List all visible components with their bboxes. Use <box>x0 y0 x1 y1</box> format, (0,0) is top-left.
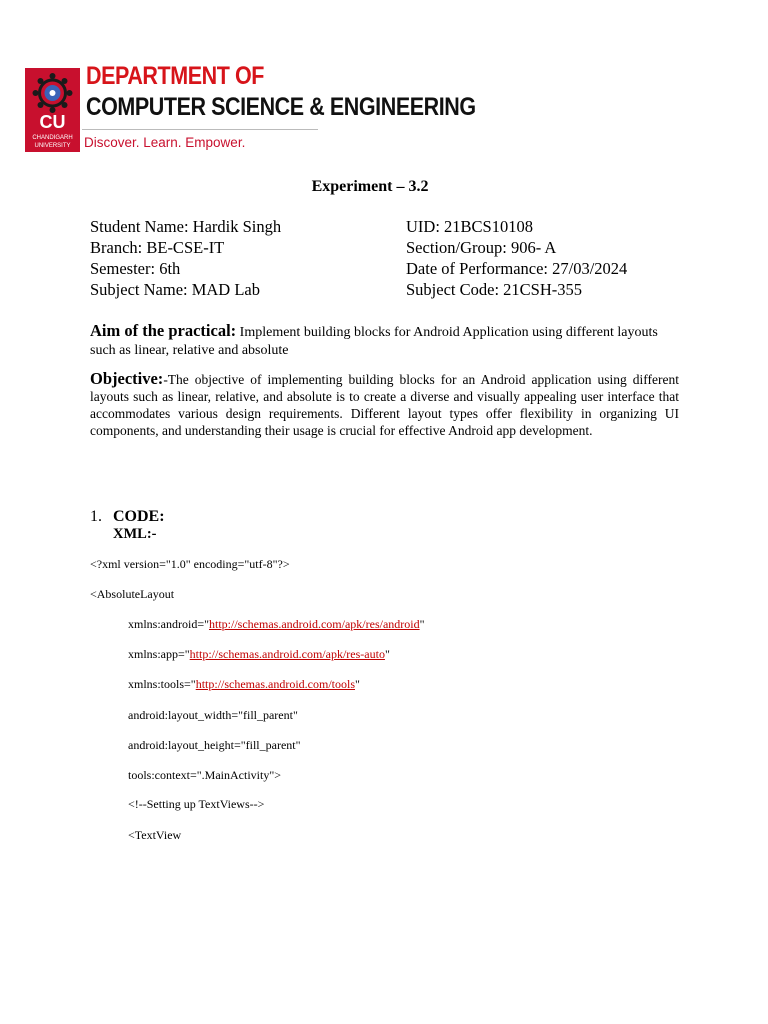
logo-emblem-icon <box>25 68 80 152</box>
code-ns-android <box>128 617 425 632</box>
section-heading: CODE: <box>113 508 165 525</box>
app-namespace-link[interactable]: http://schemas.android.com/apk/res-auto <box>189 647 385 661</box>
student-info-right <box>406 216 627 300</box>
code-comment: <!--Setting up TextViews--> <box>128 797 265 811</box>
aim-label: Aim of the practical: <box>90 321 237 340</box>
section-number: 1. <box>90 508 102 525</box>
branch: Branch: BE-CSE-IT <box>90 238 225 257</box>
experiment-title: Experiment – 3.2 <box>311 178 429 195</box>
date-of-performance: Date of Performance: 27/03/2024 <box>406 259 628 278</box>
code-root-open: <AbsoluteLayout <box>90 587 175 601</box>
objective-paragraph <box>90 370 679 439</box>
code-ns-app <box>128 647 390 662</box>
code-ns-android-prefix: xmlns:android=" <box>128 617 209 631</box>
tools-namespace-link[interactable]: http://schemas.android.com/tools <box>195 677 355 691</box>
code-quote: " <box>419 617 425 631</box>
code-xml-declaration: <?xml version="1.0" encoding="utf-8"?> <box>90 557 290 571</box>
code-ns-app-prefix: xmlns:app=" <box>128 647 190 661</box>
code-layout-height: android:layout_height="fill_parent" <box>128 738 301 752</box>
department-line1: DEPARTMENT OF <box>86 62 264 90</box>
code-textview-open: <TextView <box>128 828 182 842</box>
department-line2: COMPUTER SCIENCE & ENGINEERING <box>86 93 476 121</box>
subject-code: Subject Code: 21CSH-355 <box>406 280 582 299</box>
code-quote: " <box>355 677 360 691</box>
code-context: tools:context=".MainActivity"> <box>128 768 281 782</box>
semester: Semester: 6th <box>90 259 181 278</box>
logo-letters: CU <box>39 112 66 132</box>
header-divider <box>82 129 318 130</box>
objective-label: Objective: <box>90 369 164 388</box>
aim-text: Implement building blocks for Android Application using different layouts such as linear, relative and absolute <box>90 325 658 358</box>
subject-name: Subject Name: MAD Lab <box>90 280 261 299</box>
logo-name-line2: UNIVERSITY <box>34 143 71 149</box>
uid: UID: 21BCS10108 <box>406 217 533 236</box>
university-logo <box>25 68 80 152</box>
code-ns-tools <box>128 677 360 692</box>
code-quote: " <box>384 647 390 661</box>
section-subheading: XML:- <box>113 526 157 542</box>
student-name: Student Name: Hardik Singh <box>90 217 282 236</box>
android-namespace-link[interactable]: http://schemas.android.com/apk/res/android <box>209 617 420 631</box>
aim-paragraph <box>90 322 680 360</box>
code-ns-tools-prefix: xmlns:tools=" <box>128 677 196 691</box>
logo-name-line1: CHANDIGARH <box>32 135 73 141</box>
student-info-left <box>90 216 281 300</box>
tagline: Discover. Learn. Empower. <box>84 135 246 150</box>
objective-text: -The objective of implementing building blocks for an Android application using different layouts such as linear, relative, and absolute is to create a diverse and visually appealing user interface that accommodates various design requirements. Different layout types offer flexibility in organizing UI components, and understanding their usage is crucial for effective Android app development. <box>90 372 679 438</box>
section-group: Section/Group: 906- A <box>406 238 557 257</box>
code-layout-width: android:layout_width="fill_parent" <box>128 708 298 722</box>
